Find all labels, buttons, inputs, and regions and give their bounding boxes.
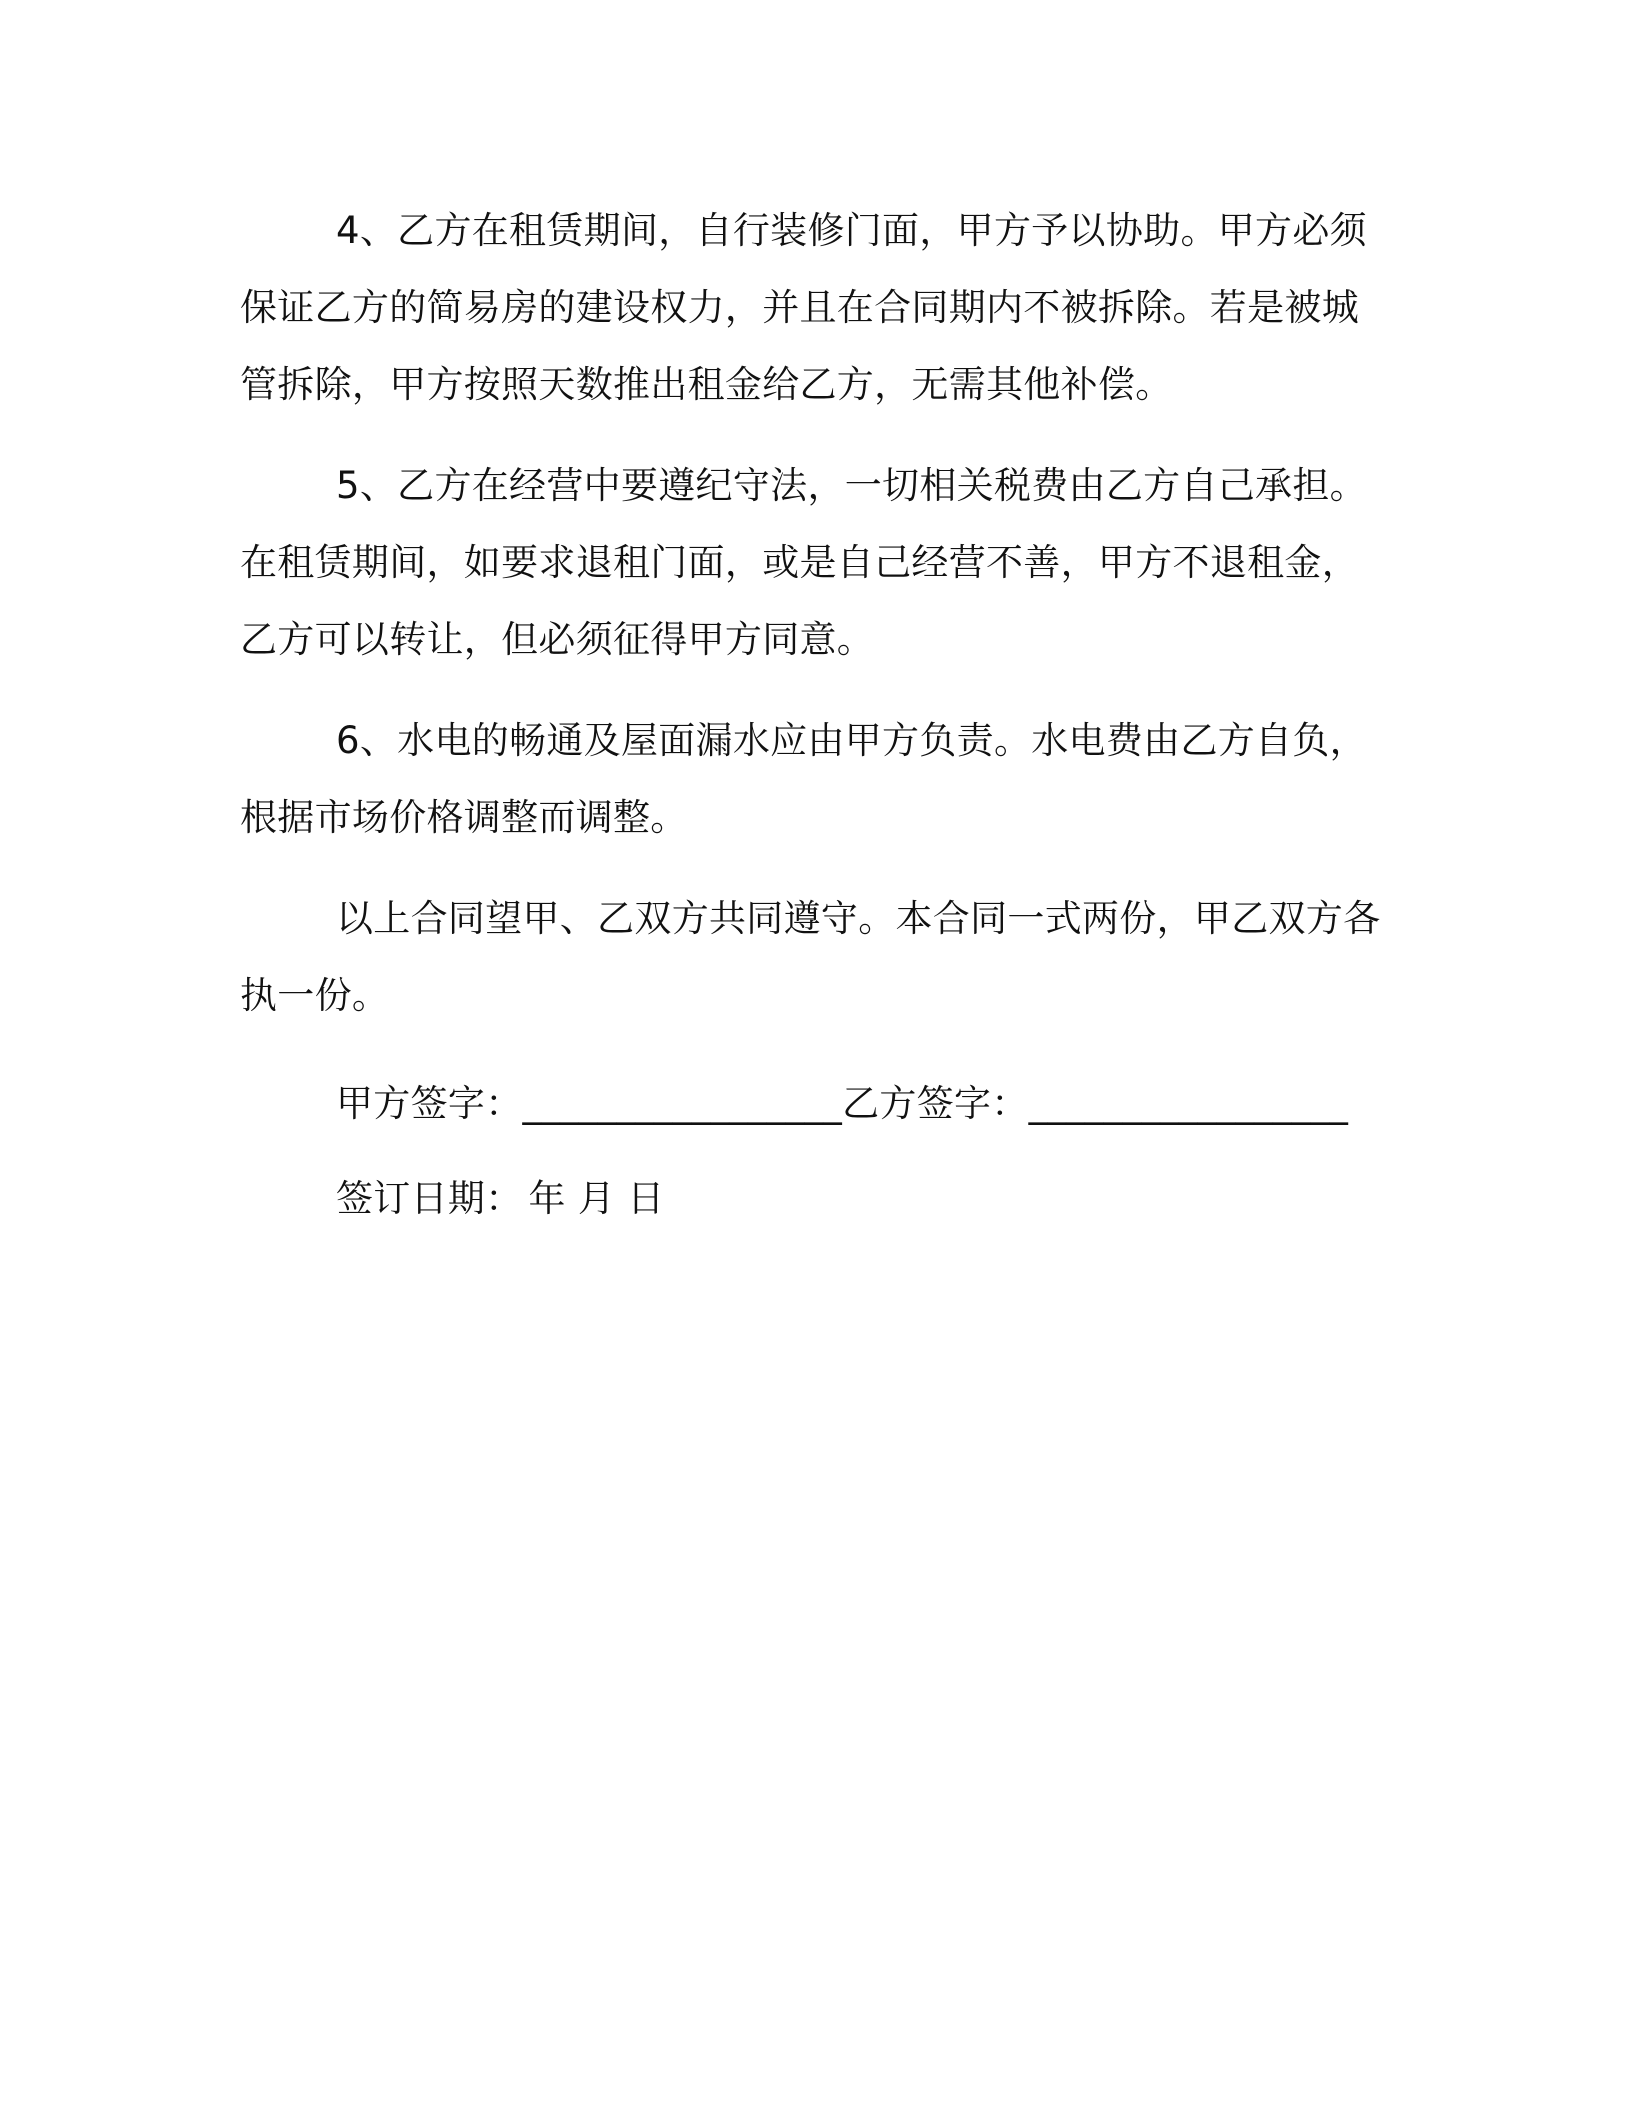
date-day: 日	[627, 1177, 665, 1220]
signature-line	[240, 1074, 1390, 1134]
party-b-signature-label: 乙方签字：	[842, 1082, 1029, 1125]
clause-4: 4、乙方在租赁期间，自行装修门面，甲方予以协助。甲方必须保证乙方的简易房的建设权力，并且在合同期内不被拆除。若是被城管拆除，甲方按照天数推出租金给乙方，无需其他补偿。	[240, 209, 1367, 406]
document-content	[240, 192, 1390, 1229]
clause-5: 5、乙方在经营中要遵纪守法，一切相关税费由乙方自己承担。在租赁期间，如要求退租门面，或是自己经营不善，甲方不退租金，乙方可以转让，但必须征得甲方同意。	[240, 464, 1367, 661]
date-year: 年	[528, 1177, 566, 1220]
signing-date-label: 签订日期：	[336, 1177, 523, 1220]
signing-date-line	[240, 1169, 1390, 1229]
party-b-signature-blank: _________________	[1028, 1082, 1349, 1125]
party-a-signature-label: 甲方签字：	[336, 1082, 523, 1125]
closing-statement: 以上合同望甲、乙双方共同遵守。本合同一式两份，甲乙双方各执一份。	[240, 897, 1381, 1017]
clause-6: 6、水电的畅通及屋面漏水应由甲方负责。水电费由乙方自负，根据市场价格调整而调整。	[240, 719, 1367, 839]
date-month: 月	[577, 1177, 616, 1220]
party-a-signature-blank: _________________	[522, 1082, 843, 1125]
